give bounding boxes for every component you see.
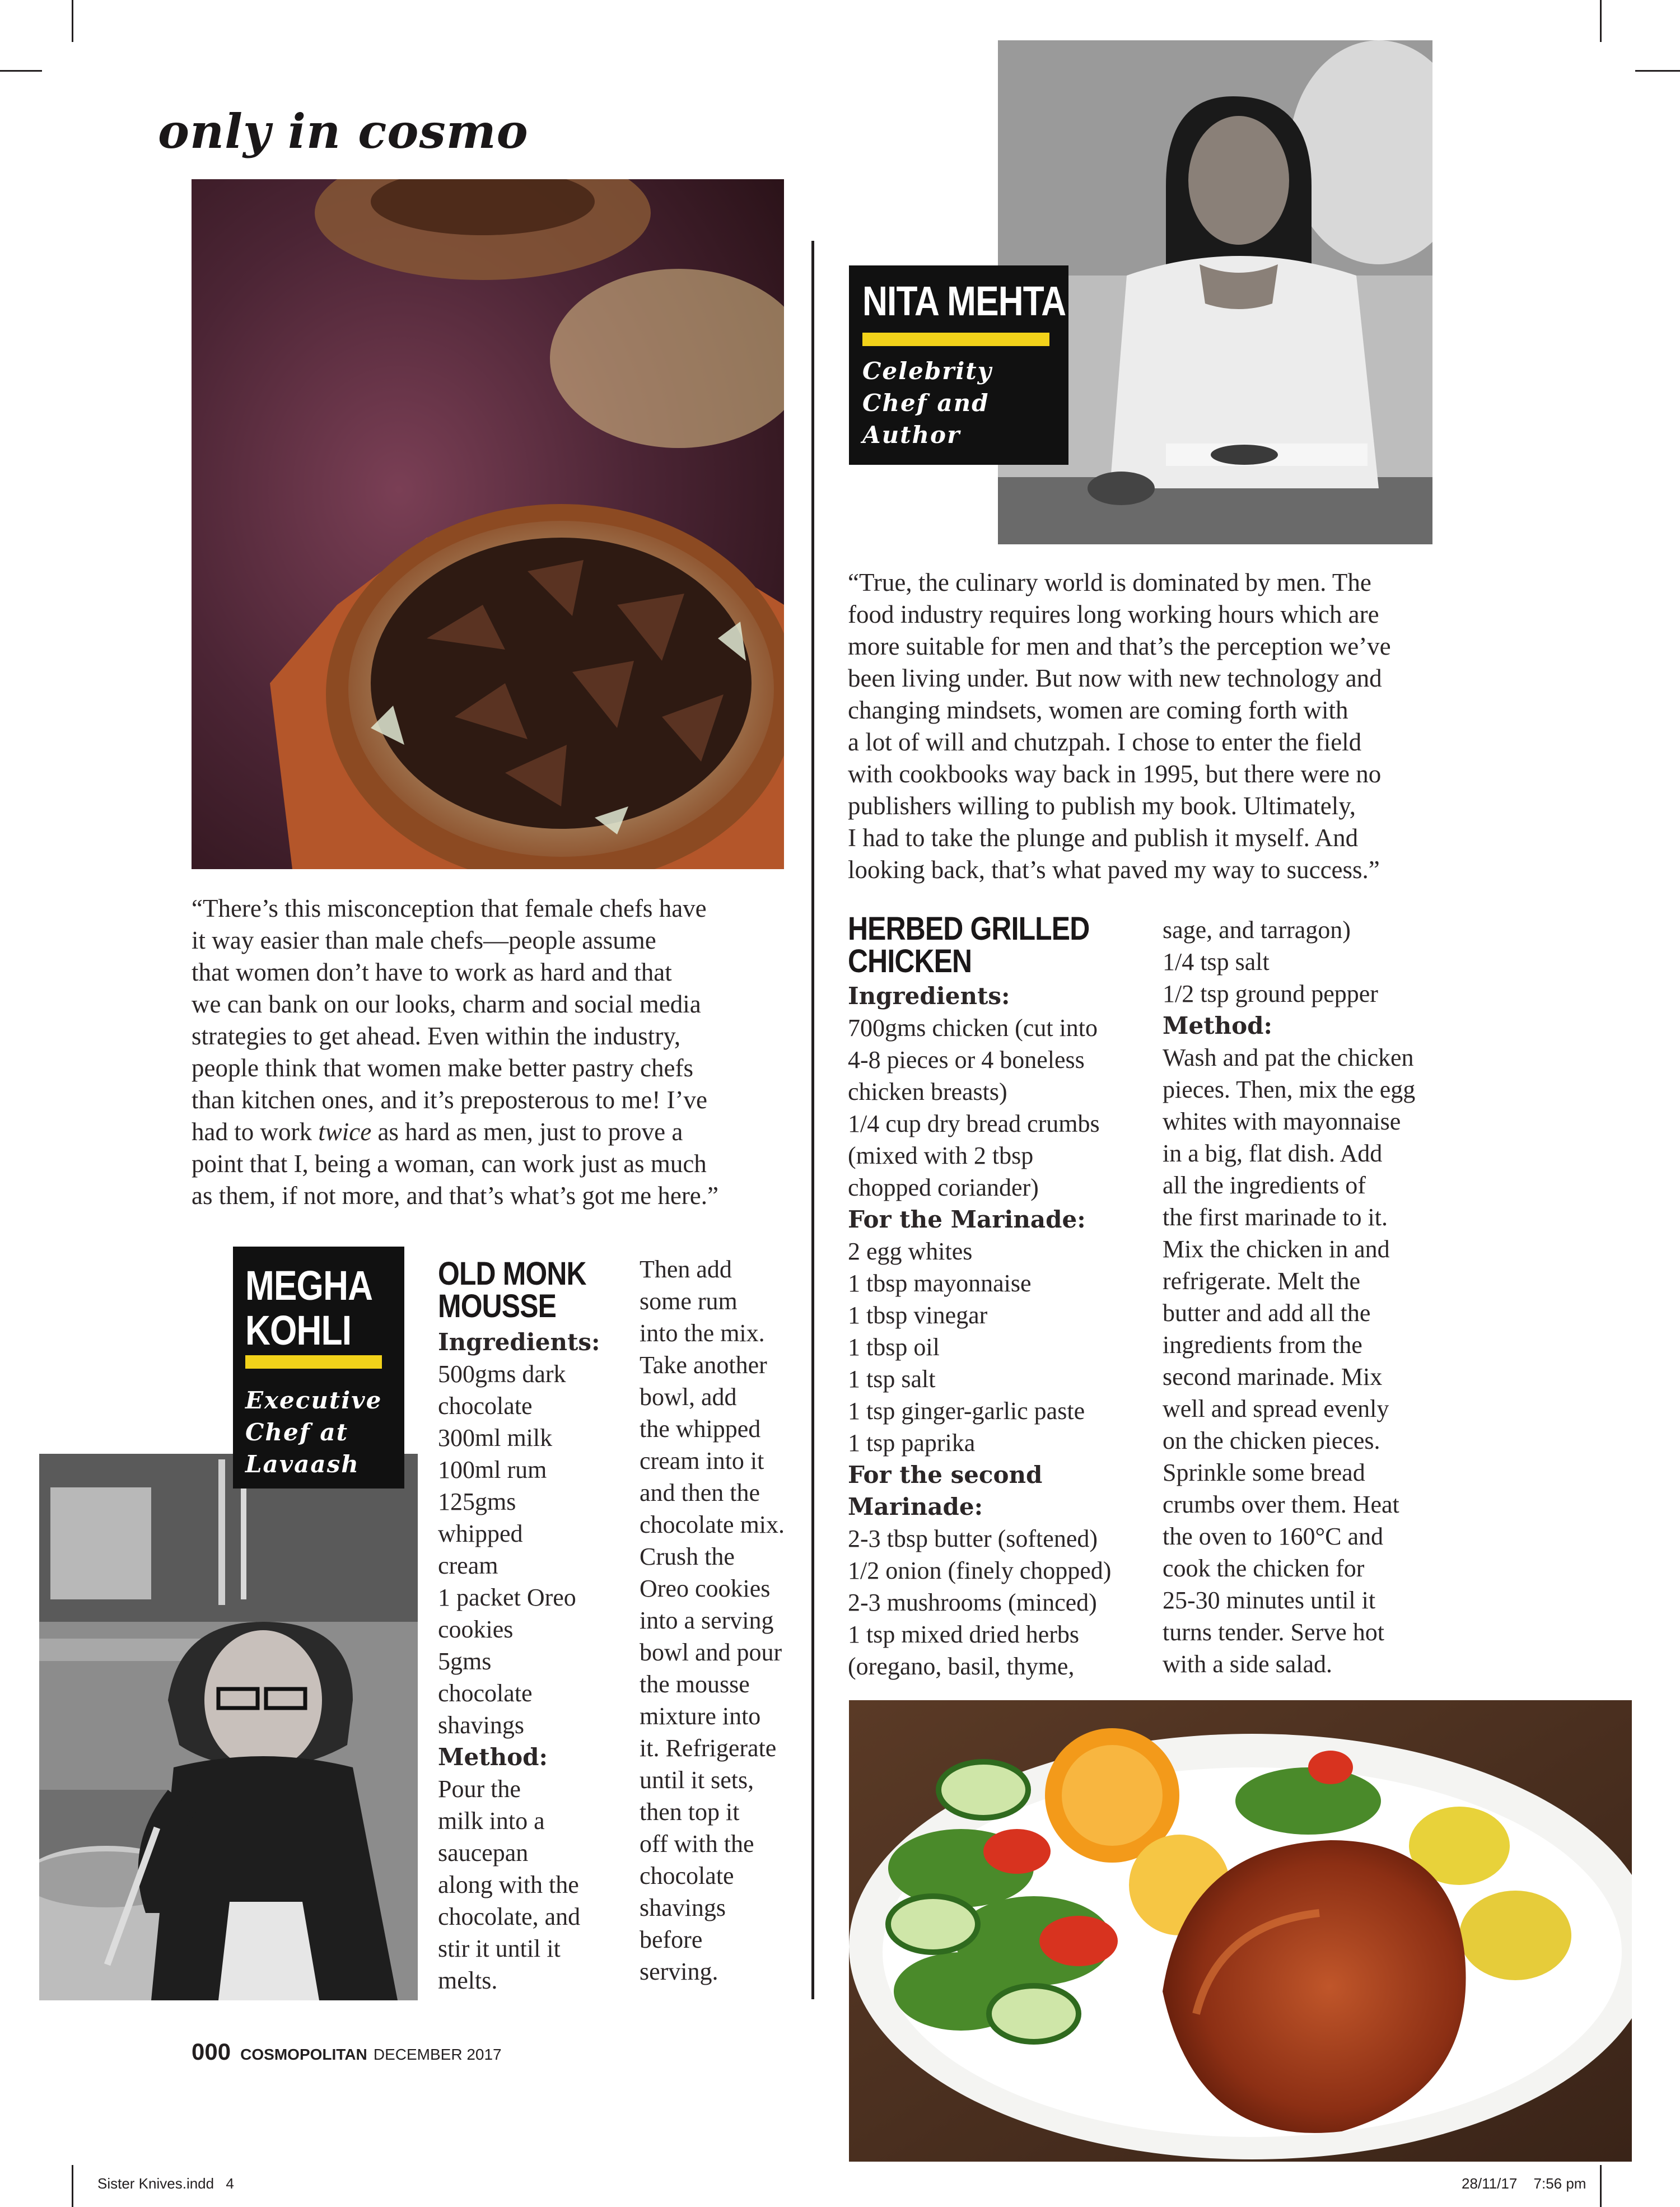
method-line: well and spread evenly xyxy=(1163,1395,1389,1422)
method-line: butter and add all the xyxy=(1163,1299,1371,1327)
ingredient-line: 1/4 tsp salt xyxy=(1163,948,1270,976)
chicken-title-line2: CHICKEN xyxy=(848,943,972,979)
ingredient-line: 2-3 mushrooms (minced) xyxy=(848,1589,1097,1616)
ingredient-line: cookies xyxy=(438,1616,514,1643)
mousse-title-line1: OLD MONK xyxy=(438,1256,586,1292)
method-line: bowl, add xyxy=(640,1383,737,1411)
mousse-ingredients-label: Ingredients: xyxy=(438,1328,600,1356)
accent-bar xyxy=(245,1355,382,1369)
ingredient-line: 4-8 pieces or 4 boneless xyxy=(848,1046,1085,1074)
ingredient-line: 1 tsp salt xyxy=(848,1365,936,1393)
ingredient-line: chocolate xyxy=(438,1679,533,1707)
ingredient-line: 1 tsp mixed dried herbs xyxy=(848,1621,1080,1648)
slug-time: 7:56 pm xyxy=(1533,2175,1586,2192)
mousse-title-line2: MOUSSE xyxy=(438,1288,557,1324)
megha-name-line1: MEGHA xyxy=(245,1262,373,1309)
method-line: Wash and pat the chicken xyxy=(1163,1044,1414,1071)
crop-mark xyxy=(72,0,73,42)
chicken-title-line1: HERBED GRILLED xyxy=(848,911,1090,947)
method-line: serving. xyxy=(640,1958,718,1985)
method-line: it. Refrigerate xyxy=(640,1734,777,1762)
method-line: whites with mayonnaise xyxy=(1163,1108,1401,1135)
nita-role-line2: Chef and xyxy=(862,389,990,417)
megha-name-line2: KOHLI xyxy=(245,1307,352,1354)
slug-filename: Sister Knives.indd xyxy=(97,2175,214,2192)
method-line: refrigerate. Melt the xyxy=(1163,1267,1361,1295)
nita-name: NITA MEHTA xyxy=(862,278,1066,324)
mousse-recipe xyxy=(438,1258,628,1996)
section-title: only in cosmo xyxy=(158,104,529,159)
method-line: Pour the xyxy=(438,1775,521,1803)
ingredient-line: cream xyxy=(438,1552,498,1579)
issue-date: DECEMBER 2017 xyxy=(373,2046,502,2063)
method-line: saucepan xyxy=(438,1839,529,1867)
chicken-marinade-label: For the Marinade: xyxy=(848,1206,1086,1233)
crop-mark xyxy=(1600,0,1602,42)
ingredient-line: sage, and tarragon) xyxy=(1163,916,1351,944)
method-line: the mousse xyxy=(640,1671,750,1698)
method-line: melts. xyxy=(438,1967,498,1994)
nita-role-line3: Author xyxy=(862,421,961,449)
method-line: the whipped xyxy=(640,1415,761,1443)
mousse-method-label: Method: xyxy=(438,1743,548,1771)
folio xyxy=(192,2038,502,2065)
slug-page: 4 xyxy=(226,2175,234,2192)
ingredient-line: (mixed with 2 tbsp xyxy=(848,1142,1034,1169)
ingredient-line: 1/2 onion (finely chopped) xyxy=(848,1557,1112,1584)
method-line: second marinade. Mix xyxy=(1163,1363,1383,1391)
ingredient-line: 1 tbsp oil xyxy=(848,1333,940,1361)
crop-mark xyxy=(0,70,42,72)
method-line: the oven to 160°C and xyxy=(1163,1523,1383,1550)
ingredient-line: 1 packet Oreo xyxy=(438,1584,576,1611)
chicken-photo xyxy=(849,1700,1632,2162)
crop-mark xyxy=(1635,70,1680,72)
nita-name-box xyxy=(849,265,1068,465)
ingredient-line: chicken breasts) xyxy=(848,1078,1007,1105)
ingredient-line: 100ml rum xyxy=(438,1456,547,1483)
ingredient-line: whipped xyxy=(438,1520,523,1547)
method-line: chocolate mix. xyxy=(640,1511,785,1538)
slug-file xyxy=(97,2175,234,2192)
ingredient-line: 1 tbsp vinegar xyxy=(848,1301,988,1329)
method-line: bowl and pour xyxy=(640,1639,782,1666)
chicken-recipe-continued xyxy=(1163,914,1465,1680)
ingredient-line: 1/2 tsp ground pepper xyxy=(1163,980,1378,1007)
nita-role-line1: Celebrity xyxy=(862,357,993,385)
method-line: 25-30 minutes until it xyxy=(1163,1587,1376,1614)
method-line: ingredients from the xyxy=(1163,1331,1362,1359)
method-line: before xyxy=(640,1926,703,1953)
ingredient-line: 2-3 tbsp butter (softened) xyxy=(848,1525,1098,1552)
ingredient-line: (oregano, basil, thyme, xyxy=(848,1653,1075,1680)
ingredient-line: 125gms xyxy=(438,1488,516,1515)
ingredient-line: 1 tbsp mayonnaise xyxy=(848,1270,1032,1297)
ingredient-line: 1/4 cup dry bread crumbs xyxy=(848,1110,1100,1137)
crop-mark xyxy=(72,2165,73,2207)
method-line: on the chicken pieces. xyxy=(1163,1427,1380,1454)
slug-date: 28/11/17 xyxy=(1462,2175,1518,2192)
chicken-second-label: For the second xyxy=(848,1461,1043,1489)
method-line: stir it until it xyxy=(438,1935,561,1962)
ingredient-line: 2 egg whites xyxy=(848,1238,973,1265)
megha-photo xyxy=(39,1454,418,2000)
method-line: all the ingredients of xyxy=(1163,1172,1366,1199)
chicken-recipe xyxy=(848,913,1161,1682)
method-line: Crush the xyxy=(640,1543,735,1570)
method-line: cook the chicken for xyxy=(1163,1555,1365,1582)
method-line: turns tender. Serve hot xyxy=(1163,1618,1384,1646)
ingredient-line: 5gms xyxy=(438,1648,492,1675)
method-line: Take another xyxy=(640,1351,767,1379)
method-line: in a big, flat dish. Add xyxy=(1163,1140,1383,1167)
chicken-second-label: Marinade: xyxy=(848,1493,983,1520)
method-line: Mix the chicken in and xyxy=(1163,1235,1390,1263)
method-line: crumbs over them. Heat xyxy=(1163,1491,1399,1518)
column-divider xyxy=(811,241,814,1999)
method-line: Then add xyxy=(640,1256,732,1283)
method-line: milk into a xyxy=(438,1807,545,1835)
nita-quote: “True, the culinary world is dominated by men. The food industry requires long working hours which are more suitable for men and that’s the perception we’ve been living under. But now with new technology and changing mindsets, women are coming forth with a lot of will and chutzpah. I chose to enter the field with cookbooks way back in 1995, but there were no publishers willing to publish my book. Ultimately, I had to take the plunge and publish it myself. And looking back, that’s what paved my way to success.” xyxy=(848,568,1391,884)
method-line: some rum xyxy=(640,1287,738,1315)
page-number: 000 xyxy=(192,2038,231,2065)
crop-mark xyxy=(1600,2165,1602,2207)
ingredient-line: chocolate xyxy=(438,1392,533,1420)
method-line: the first marinade to it. xyxy=(1163,1203,1388,1231)
method-line: chocolate xyxy=(640,1862,734,1889)
ingredient-line: 1 tsp paprika xyxy=(848,1429,976,1457)
megha-illustration xyxy=(39,1454,418,2000)
method-line: along with the xyxy=(438,1871,579,1898)
method-line: Oreo cookies xyxy=(640,1575,771,1602)
method-line: then top it xyxy=(640,1798,740,1826)
dessert-photo xyxy=(192,179,784,869)
megha-name-box xyxy=(233,1247,404,1489)
ingredient-line: 500gms dark xyxy=(438,1360,566,1388)
method-line: with a side salad. xyxy=(1163,1650,1333,1678)
megha-role-line1: Executive xyxy=(245,1387,382,1414)
megha-role-line2: Chef at xyxy=(245,1419,348,1446)
chicken-method-label: Method: xyxy=(1163,1012,1273,1039)
ingredient-line: 1 tsp ginger-garlic paste xyxy=(848,1397,1085,1425)
method-line: and then the xyxy=(640,1479,760,1506)
method-line: off with the xyxy=(640,1830,754,1858)
magazine-name: COSMOPOLITAN xyxy=(240,2046,367,2063)
method-line: into the mix. xyxy=(640,1319,765,1347)
ingredient-line: chopped coriander) xyxy=(848,1174,1039,1201)
method-line: mixture into xyxy=(640,1702,761,1730)
ingredient-line: shavings xyxy=(438,1711,524,1739)
megha-quote: “There’s this misconception that female chefs have it way easier than male chefs—people assume that women don’t have to work as hard and that we can bank on our looks, charm and social media strategies to get ahead. Even within the industry, people think that women make better pastry chefs than kitchen ones, and it’s preposterous to me! I’ve had to work twice as hard as men, just to prove a point that I, being a woman, can work just as much as them, if not more, and that’s what’s got me here.” xyxy=(192,894,719,1210)
method-line: into a serving xyxy=(640,1607,774,1634)
method-line: cream into it xyxy=(640,1447,764,1475)
ingredient-line: 300ml milk xyxy=(438,1424,553,1452)
chicken-ingredients-label: Ingredients: xyxy=(848,982,1010,1010)
ingredient-line: 700gms chicken (cut into xyxy=(848,1014,1098,1042)
dessert-illustration xyxy=(192,179,784,869)
method-line: chocolate, and xyxy=(438,1903,581,1930)
method-line: shavings xyxy=(640,1894,726,1921)
accent-bar xyxy=(862,333,1049,346)
mousse-method-continued xyxy=(640,1253,808,1987)
method-line: pieces. Then, mix the egg xyxy=(1163,1076,1416,1103)
method-line: Sprinkle some bread xyxy=(1163,1459,1365,1486)
megha-role-line3: Lavaash xyxy=(245,1450,360,1478)
method-line: until it sets, xyxy=(640,1766,754,1794)
chicken-illustration xyxy=(849,1700,1632,2162)
slug-timestamp xyxy=(1462,2175,1586,2192)
